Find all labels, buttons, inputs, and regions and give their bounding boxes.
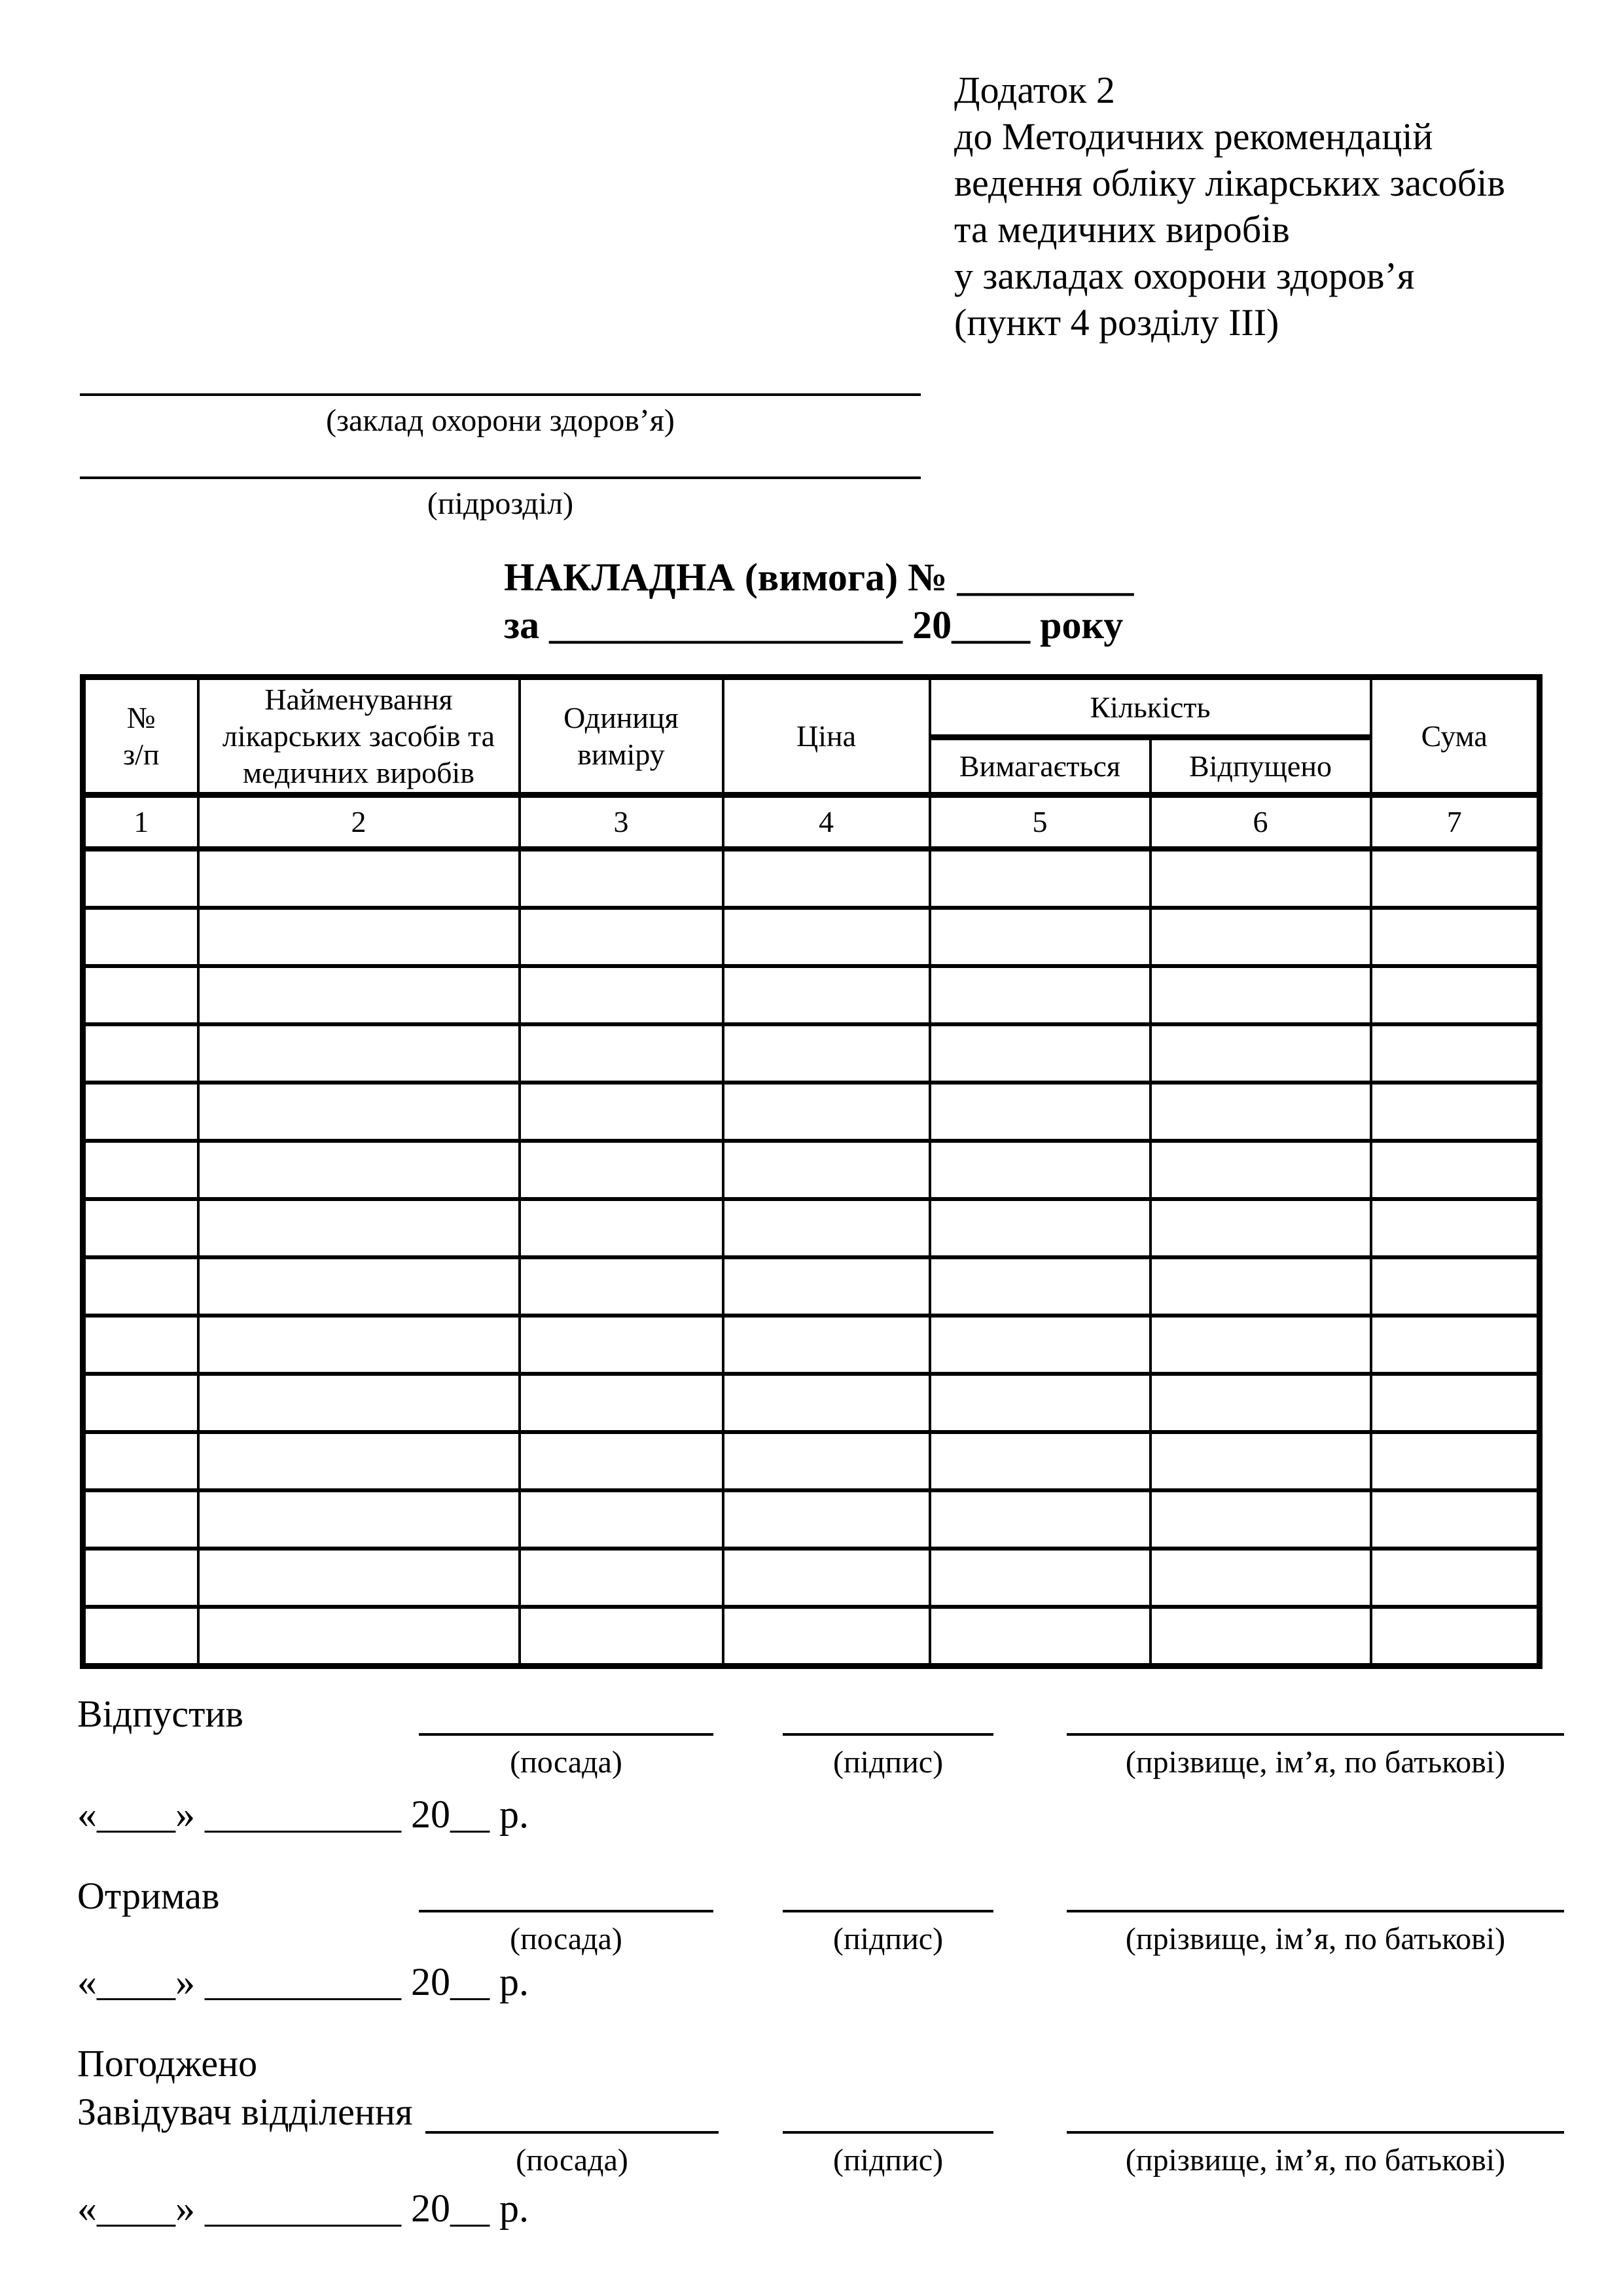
table-cell[interactable] <box>520 1316 723 1374</box>
table-cell[interactable] <box>83 1490 198 1549</box>
position-caption: (посада) <box>516 2143 628 2178</box>
table-cell[interactable] <box>83 1257 198 1316</box>
table-cell[interactable] <box>723 1374 930 1432</box>
fullname-line[interactable] <box>1067 1910 1564 1912</box>
form-title-line1: НАКЛАДНА (вимога) № _________ <box>504 556 1134 599</box>
table-row <box>83 1432 1540 1490</box>
table-cell[interactable] <box>1150 1549 1371 1607</box>
table-cell[interactable] <box>723 849 930 908</box>
table-cell[interactable] <box>198 1490 520 1549</box>
col-header-num-line: № <box>126 700 156 734</box>
table-cell[interactable] <box>1150 1083 1371 1141</box>
appendix-note-line: до Методичних рекомендацій <box>954 115 1433 158</box>
position-line[interactable] <box>419 1910 713 1912</box>
table-cell[interactable] <box>198 966 520 1024</box>
table-cell[interactable] <box>83 1432 198 1490</box>
table-row <box>83 1257 1540 1316</box>
col-header-unit <box>520 677 723 795</box>
table-cell[interactable] <box>83 849 198 908</box>
facility-name-line[interactable] <box>80 393 921 396</box>
col-header-required: Вимагається <box>930 738 1150 795</box>
table-cell[interactable] <box>1371 1490 1540 1549</box>
released-by-label: Відпустив <box>77 1693 243 1735</box>
table-cell[interactable] <box>83 1549 198 1607</box>
table-cell[interactable] <box>198 1257 520 1316</box>
appendix-note-line: (пункт 4 розділу III) <box>954 301 1279 344</box>
table-cell[interactable] <box>930 1490 1150 1549</box>
table-cell[interactable] <box>198 1432 520 1490</box>
table-row <box>83 1490 1540 1549</box>
table-cell[interactable] <box>1150 1432 1371 1490</box>
table-cell[interactable] <box>1371 1083 1540 1141</box>
position-caption: (посада) <box>510 1922 622 1956</box>
date-line[interactable]: «____» __________ 20__ р. <box>77 2187 529 2230</box>
appendix-note-line: та медичних виробів <box>954 208 1290 251</box>
table-cell[interactable] <box>520 1374 723 1432</box>
table-cell[interactable] <box>930 1199 1150 1257</box>
table-cell[interactable] <box>198 908 520 966</box>
table-cell[interactable] <box>520 1083 723 1141</box>
table-row <box>83 849 1540 908</box>
col-header-name-line: лікарських засобів та <box>222 719 495 753</box>
table-cell[interactable] <box>1371 1549 1540 1607</box>
table-cell[interactable] <box>520 849 723 908</box>
form-title-line2: за __________________ 20____ року <box>504 603 1124 647</box>
date-line[interactable]: «____» __________ 20__ р. <box>77 1960 529 2003</box>
fullname-caption: (прізвище, ім’я, по батькові) <box>1125 1745 1506 1780</box>
fullname-caption: (прізвище, ім’я, по батькові) <box>1125 2143 1506 2178</box>
table-cell[interactable] <box>520 908 723 966</box>
table-cell[interactable] <box>520 1257 723 1316</box>
table-cell[interactable] <box>198 849 520 908</box>
table-cell[interactable] <box>1150 849 1371 908</box>
table-cell[interactable] <box>198 1141 520 1199</box>
table-cell[interactable] <box>723 1141 930 1199</box>
table-cell[interactable] <box>1371 849 1540 908</box>
facility-name-caption: (заклад охорони здоров’я) <box>326 403 675 438</box>
table-cell[interactable] <box>1371 1374 1540 1432</box>
signature-line[interactable] <box>783 1733 993 1736</box>
table-cell[interactable] <box>1150 908 1371 966</box>
column-number: 1 <box>83 795 198 850</box>
table-cell[interactable] <box>198 1024 520 1083</box>
table-cell[interactable] <box>1150 966 1371 1024</box>
column-number: 4 <box>723 795 930 850</box>
table-cell[interactable] <box>930 1024 1150 1083</box>
table-cell[interactable] <box>1371 1024 1540 1083</box>
position-line[interactable] <box>425 2131 719 2134</box>
table-row <box>83 1316 1540 1374</box>
table-cell[interactable] <box>930 849 1150 908</box>
table-cell[interactable] <box>723 1549 930 1607</box>
col-header-name <box>198 677 520 795</box>
column-number-row <box>83 795 1540 850</box>
table-cell[interactable] <box>930 908 1150 966</box>
signature-line[interactable] <box>783 2131 993 2134</box>
col-header-price: Ціна <box>723 677 930 795</box>
signature-caption: (підпис) <box>832 2143 944 2178</box>
table-cell[interactable] <box>520 1141 723 1199</box>
table-cell[interactable] <box>1371 1432 1540 1490</box>
signature-caption: (підпис) <box>832 1922 944 1956</box>
table-row <box>83 1024 1540 1083</box>
table-cell[interactable] <box>198 1083 520 1141</box>
table-cell[interactable] <box>930 1316 1150 1374</box>
table-row <box>83 1083 1540 1141</box>
position-line[interactable] <box>419 1733 713 1736</box>
table-cell[interactable] <box>1150 1374 1371 1432</box>
column-number: 2 <box>198 795 520 850</box>
table-cell[interactable] <box>83 1024 198 1083</box>
col-header-unit-line: Одиниця <box>563 700 679 734</box>
table-cell[interactable] <box>723 1490 930 1549</box>
table-cell[interactable] <box>1150 1490 1371 1549</box>
table-cell[interactable] <box>723 1316 930 1374</box>
table-cell[interactable] <box>930 1257 1150 1316</box>
table-cell[interactable] <box>930 1549 1150 1607</box>
table-row <box>83 1549 1540 1607</box>
received-by-label: Отримав <box>77 1874 220 1917</box>
table-cell[interactable] <box>1150 1024 1371 1083</box>
column-number: 5 <box>930 795 1150 850</box>
appendix-note-line: у закладах охорони здоров’я <box>954 255 1415 297</box>
col-header-num <box>83 677 198 795</box>
table-cell[interactable] <box>1150 1199 1371 1257</box>
col-header-name-line: Найменування <box>264 682 453 716</box>
table-row <box>83 1141 1540 1199</box>
table-cell[interactable] <box>83 1083 198 1141</box>
table-cell[interactable] <box>1150 1607 1371 1666</box>
col-header-released: Відпущено <box>1150 738 1371 795</box>
department-line[interactable] <box>80 476 921 479</box>
table-cell[interactable] <box>198 1199 520 1257</box>
table-cell[interactable] <box>930 1141 1150 1199</box>
table-cell[interactable] <box>83 1199 198 1257</box>
table-cell[interactable] <box>520 1199 723 1257</box>
table-cell[interactable] <box>723 1432 930 1490</box>
table-cell[interactable] <box>930 1374 1150 1432</box>
table-cell[interactable] <box>520 966 723 1024</box>
position-caption: (посада) <box>510 1745 622 1780</box>
column-number: 6 <box>1150 795 1371 850</box>
col-header-name-line: медичних виробів <box>242 755 475 789</box>
date-line[interactable]: «____» __________ 20__ р. <box>77 1793 529 1836</box>
fullname-line[interactable] <box>1067 1733 1564 1736</box>
table-cell[interactable] <box>1150 1316 1371 1374</box>
table-cell[interactable] <box>1371 908 1540 966</box>
fullname-caption: (прізвище, ім’я, по батькові) <box>1125 1922 1506 1956</box>
table-cell[interactable] <box>1150 1257 1371 1316</box>
appendix-note-line: ведення обліку лікарських засобів <box>954 162 1505 204</box>
table-cell[interactable] <box>930 1607 1150 1666</box>
agreed-label: Погоджено <box>77 2042 258 2085</box>
table-cell[interactable] <box>1371 1199 1540 1257</box>
table-cell[interactable] <box>930 1432 1150 1490</box>
table-cell[interactable] <box>520 1432 723 1490</box>
department-head-label: Завідувач відділення <box>77 2090 413 2133</box>
signature-caption: (підпис) <box>832 1745 944 1780</box>
table-cell[interactable] <box>83 908 198 966</box>
col-header-num-line: з/п <box>122 737 160 771</box>
table-cell[interactable] <box>723 1607 930 1666</box>
table-cell[interactable] <box>83 1316 198 1374</box>
table-cell[interactable] <box>83 1141 198 1199</box>
table-cell[interactable] <box>1371 1141 1540 1199</box>
col-header-sum: Сума <box>1371 677 1540 795</box>
table-cell[interactable] <box>198 1607 520 1666</box>
table-cell[interactable] <box>198 1374 520 1432</box>
col-header-unit-line: виміру <box>577 737 665 771</box>
table-row <box>83 1607 1540 1666</box>
table-cell[interactable] <box>520 1607 723 1666</box>
table-cell[interactable] <box>723 1257 930 1316</box>
table-cell[interactable] <box>1371 1607 1540 1666</box>
column-number: 3 <box>520 795 723 850</box>
items-table <box>80 674 1543 1669</box>
appendix-note <box>954 67 1505 346</box>
table-cell[interactable] <box>198 1549 520 1607</box>
table-cell[interactable] <box>520 1549 723 1607</box>
appendix-note-line: Додаток 2 <box>954 69 1115 111</box>
table-cell[interactable] <box>83 1374 198 1432</box>
table-row <box>83 966 1540 1024</box>
table-cell[interactable] <box>1150 1141 1371 1199</box>
table-cell[interactable] <box>723 1024 930 1083</box>
table-cell[interactable] <box>83 966 198 1024</box>
col-header-quantity-group: Кількість <box>930 677 1371 738</box>
signature-line[interactable] <box>783 1910 993 1912</box>
table-cell[interactable] <box>1371 1257 1540 1316</box>
table-cell[interactable] <box>520 1024 723 1083</box>
table-row <box>83 1199 1540 1257</box>
table-cell[interactable] <box>1371 1316 1540 1374</box>
table-cell[interactable] <box>520 1490 723 1549</box>
fullname-line[interactable] <box>1067 2131 1564 2134</box>
table-cell[interactable] <box>723 1199 930 1257</box>
table-cell[interactable] <box>723 966 930 1024</box>
table-empty-rows <box>83 849 1540 1666</box>
table-row <box>83 908 1540 966</box>
table-cell[interactable] <box>723 1083 930 1141</box>
table-cell[interactable] <box>83 1607 198 1666</box>
table-cell[interactable] <box>930 966 1150 1024</box>
table-cell[interactable] <box>198 1316 520 1374</box>
table-row <box>83 1374 1540 1432</box>
table-cell[interactable] <box>930 1083 1150 1141</box>
department-caption: (підрозділ) <box>427 486 574 521</box>
column-number: 7 <box>1371 795 1540 850</box>
form-title <box>504 554 1133 649</box>
table-cell[interactable] <box>1371 966 1540 1024</box>
table-cell[interactable] <box>723 908 930 966</box>
